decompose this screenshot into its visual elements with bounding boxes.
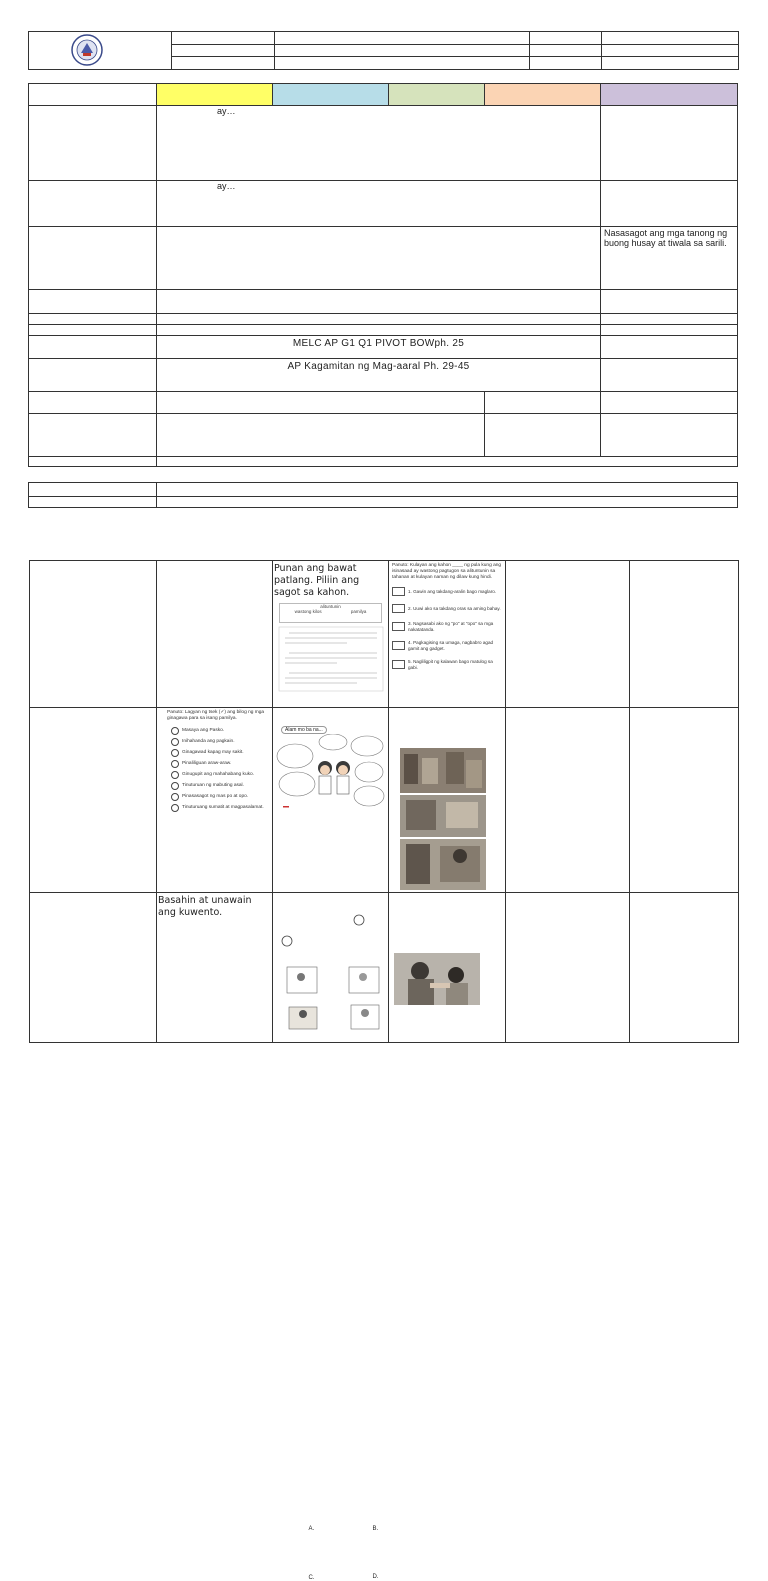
checklist-item: Pinasasagot ng mas po at opo. <box>182 793 249 799</box>
label-cell <box>29 325 157 336</box>
story-activity <box>157 893 273 1043</box>
header-cell <box>172 57 275 70</box>
activity-title: Punan ang bawat patlang. Piliin ang sagot sa kahon. <box>274 563 360 598</box>
day5-cell <box>630 708 739 893</box>
label-cell <box>29 497 157 508</box>
header-cell <box>602 57 739 70</box>
day5-cell <box>601 359 738 392</box>
picture-choice-images <box>273 893 385 1033</box>
checklist-item: Masaya ang Pasko. <box>182 727 225 733</box>
label-cell <box>29 414 157 457</box>
content-cell <box>157 392 485 414</box>
circle-icon <box>171 727 179 735</box>
header-cell <box>530 57 602 70</box>
label-cell <box>29 483 157 497</box>
worksheet-lines-image <box>277 625 387 705</box>
day4-cell <box>506 708 630 893</box>
activities-table <box>29 560 739 1581</box>
objective-cell <box>157 106 601 181</box>
day5-cell <box>601 325 738 336</box>
header-cell <box>275 32 530 45</box>
checkbox-icon <box>392 622 405 631</box>
label-cell <box>30 893 157 1043</box>
header-cell <box>172 44 275 57</box>
melc-reference: MELC AP G1 Q1 PIVOT BOWph. 25 <box>157 336 601 359</box>
checkbox-icon <box>392 641 405 650</box>
color-box-activity <box>389 561 506 708</box>
label-cell <box>29 314 157 325</box>
checkbox-icon <box>392 604 405 613</box>
label-cell <box>29 392 157 414</box>
family-photos-activity <box>389 708 506 893</box>
day2-header <box>273 84 389 106</box>
picture-choices: A. B. C. D. <box>273 893 389 1043</box>
day5-cell <box>601 414 738 457</box>
day4-cell <box>485 392 601 414</box>
content-cell <box>157 227 601 290</box>
objective-text: ay… <box>217 106 236 116</box>
header-cell <box>172 32 275 45</box>
objective-cell <box>157 181 601 227</box>
day5-header <box>601 84 738 106</box>
day4-cell <box>485 414 601 457</box>
logo-cell <box>29 32 172 70</box>
rule-item: 2. Uuwi ako sa takdang oras sa aming bahay. <box>408 605 501 611</box>
checkbox-icon <box>392 660 405 669</box>
day5-cell <box>601 106 738 181</box>
children-dialogue-image <box>275 734 387 814</box>
label-cell <box>29 181 157 227</box>
fill-blank-activity <box>273 561 389 708</box>
panuto-text: Panuto: Kulayan ang kahon ____ ng pula kung ang isinasaad ay wastong pagtugon sa alituntunin sa tahanan at kulayan naman ng dilaw kung hindi. <box>392 563 502 580</box>
circle-icon <box>171 793 179 801</box>
circle-icon <box>171 771 179 779</box>
story-instruction: Basahin at unawain ang kuwento. <box>158 895 252 918</box>
checklist-activity <box>157 708 273 893</box>
deped-seal-icon <box>57 33 117 67</box>
dialogue-activity <box>273 708 389 893</box>
panuto-text: Panuto: Lagyan ng tsek (✓) ang bilog ng mga ginagawa para sa isang pamilya. <box>167 710 265 721</box>
day4-cell <box>506 893 630 1043</box>
circle-icon <box>171 782 179 790</box>
label-cell <box>29 457 157 467</box>
checklist-item: Ginagawad kapag may sakit. <box>182 749 244 755</box>
checklist-item: Tinuturuang sumatit at magpasalamat. <box>182 804 264 810</box>
lesson-table <box>28 83 738 467</box>
content-cell <box>157 325 601 336</box>
day5-cell <box>601 336 738 359</box>
word-choice: pamilya <box>350 609 367 614</box>
rule-item: 5. Nagliligpit ng kalawan bago matulog sa gabi. <box>408 659 493 670</box>
objective-text: ay… <box>217 181 236 191</box>
label-cell <box>29 359 157 392</box>
word-box-title: alituntunin <box>320 604 341 609</box>
day5-cell <box>630 893 739 1043</box>
day5-cell <box>601 314 738 325</box>
label-cell <box>30 561 157 708</box>
dialogue-title: Alam mo ba na... <box>281 726 327 734</box>
checkbox-icon <box>392 587 405 596</box>
word-choice: wastong kilos <box>294 609 322 614</box>
content-cell <box>157 314 601 325</box>
checklist-item: Pinaliliguan araw-araw. <box>182 760 232 766</box>
header-cell <box>275 44 530 57</box>
checklist-item: Ginugupit ang mahahabang kuko. <box>182 771 255 777</box>
header-cell <box>602 44 739 57</box>
circle-icon <box>171 804 179 812</box>
label-cell <box>29 84 157 106</box>
label-cell <box>29 290 157 314</box>
day3-header <box>389 84 485 106</box>
day1-header <box>157 84 273 106</box>
circle-icon <box>171 749 179 757</box>
circle-icon <box>171 760 179 768</box>
answer-note: Nasasagot ang mga tanong ng buong husay at tiwala sa sarili. <box>601 227 738 290</box>
day1-cell <box>157 561 273 708</box>
material-reference: AP Kagamitan ng Mag-aaral Ph. 29-45 <box>157 359 601 392</box>
day5-cell <box>630 561 739 708</box>
header-table <box>28 31 739 70</box>
notes-table <box>28 482 738 508</box>
checklist-item: Inihahanda ang pagkain. <box>182 738 235 744</box>
content-cell <box>157 497 738 508</box>
rule-item: 1. Gawin ang takdang-aralin bago maglaro. <box>408 588 497 594</box>
rule-item: 4. Pagkagising sa umaga, nagbabro agad gamit ang gadget. <box>408 640 494 651</box>
label-cell <box>30 708 157 893</box>
photo-activity <box>389 893 506 1043</box>
label-cell <box>29 227 157 290</box>
family-chores-photos <box>400 748 486 890</box>
word-box <box>279 603 382 623</box>
header-cell <box>530 32 602 45</box>
content-cell <box>157 483 738 497</box>
day4-header <box>485 84 601 106</box>
content-cell <box>157 414 485 457</box>
day5-cell <box>601 181 738 227</box>
label-cell <box>29 336 157 359</box>
day5-cell <box>601 290 738 314</box>
circle-icon <box>171 738 179 746</box>
label-cell <box>29 106 157 181</box>
day5-cell <box>601 392 738 414</box>
content-cell <box>157 457 738 467</box>
checklist-item: Tinuturuan ng mabuting asal. <box>182 782 244 788</box>
header-cell <box>530 44 602 57</box>
day4-cell <box>506 561 630 708</box>
header-cell <box>275 57 530 70</box>
content-cell <box>157 290 601 314</box>
header-cell <box>602 32 739 45</box>
rule-item: 3. Nagsasabi ako ng "po" at "opo" sa mga nakatatanda. <box>408 621 494 632</box>
mother-child-photo <box>394 953 480 1005</box>
